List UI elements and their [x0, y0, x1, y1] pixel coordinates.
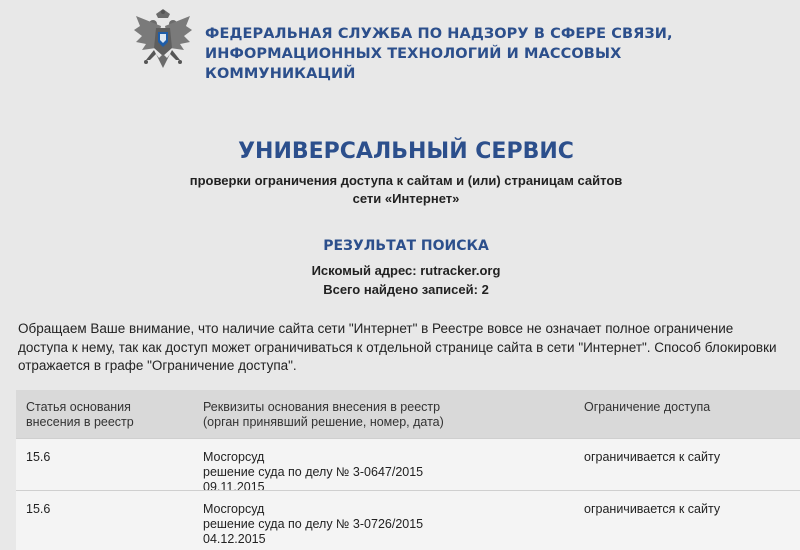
organ: Мосгорсуд: [203, 502, 265, 516]
notice-line1: Обращаем Ваше внимание, что наличие сайта сети "Интернет" в Реестре вовсе не означает полное ограничение: [18, 321, 734, 336]
organ: Мосгорсуд: [203, 450, 265, 464]
service-subtitle: [0, 172, 800, 208]
agency-name: [205, 24, 705, 84]
column-header-article: [26, 400, 196, 430]
searched-address: Искомый адрес: rutracker.org: [311, 263, 501, 278]
table-row: [16, 438, 800, 494]
column-header-requisites-line1: Реквизиты основания внесения в реестр: [203, 400, 441, 414]
decision-date: 09.11.2015: [203, 480, 265, 494]
agency-name-line1: ФЕДЕРАЛЬНАЯ СЛУЖБА ПО НАДЗОРУ В СФЕРЕ СВЯЗИ,: [205, 26, 673, 42]
column-header-restriction-line1: Ограничение доступа: [584, 400, 711, 414]
decision-date: 04.12.2015: [203, 532, 266, 546]
restriction-cell: ограничивается к сайту: [584, 450, 721, 464]
notice-text: [18, 320, 800, 376]
notice-line2: доступа к нему, так как доступ может ограничиваться к отдельной странице сайта в сети "Интернет". Способ блокировки: [18, 339, 777, 355]
decision: решение суда по делу № 3-0726/2015: [203, 517, 424, 531]
double-headed-eagle-emblem-icon: [132, 8, 194, 76]
result-title: РЕЗУЛЬТАТ ПОИСКА: [323, 238, 489, 254]
column-header-requisites: [203, 400, 573, 430]
column-header-article-line1: Статья основания: [26, 400, 131, 414]
column-header-requisites-line2: (орган принявший решение, номер, дата): [203, 415, 444, 429]
article-link[interactable]: 15.6: [26, 502, 51, 516]
requisites-cell: [203, 450, 573, 495]
records-found-count: Всего найдено записей: 2: [323, 282, 489, 297]
service-subtitle-line2: сети «Интернет»: [352, 191, 460, 206]
decision: решение суда по делу № 3-0647/2015: [203, 465, 424, 479]
site-header: [0, 0, 800, 90]
requisites-cell: [203, 502, 573, 547]
service-title: УНИВЕРСАЛЬНЫЙ СЕРВИС: [238, 139, 574, 164]
column-header-restriction: [584, 400, 794, 415]
table-row: [16, 490, 800, 546]
restriction-cell: ограничивается к сайту: [584, 502, 721, 516]
registry-results-table: [16, 390, 800, 550]
column-header-article-line2: внесения в реестр: [26, 415, 134, 429]
service-subtitle-line1: проверки ограничения доступа к сайтам и (или) страницам сайтов: [189, 173, 623, 188]
notice-line3: отражается в графе "Ограничение доступа".: [18, 358, 297, 373]
article-link[interactable]: 15.6: [26, 450, 51, 464]
agency-name-line2: ИНФОРМАЦИОННЫХ ТЕХНОЛОГИЙ И МАССОВЫХ КОММУНИКАЦИЙ: [205, 46, 622, 82]
table-header: [16, 390, 800, 438]
